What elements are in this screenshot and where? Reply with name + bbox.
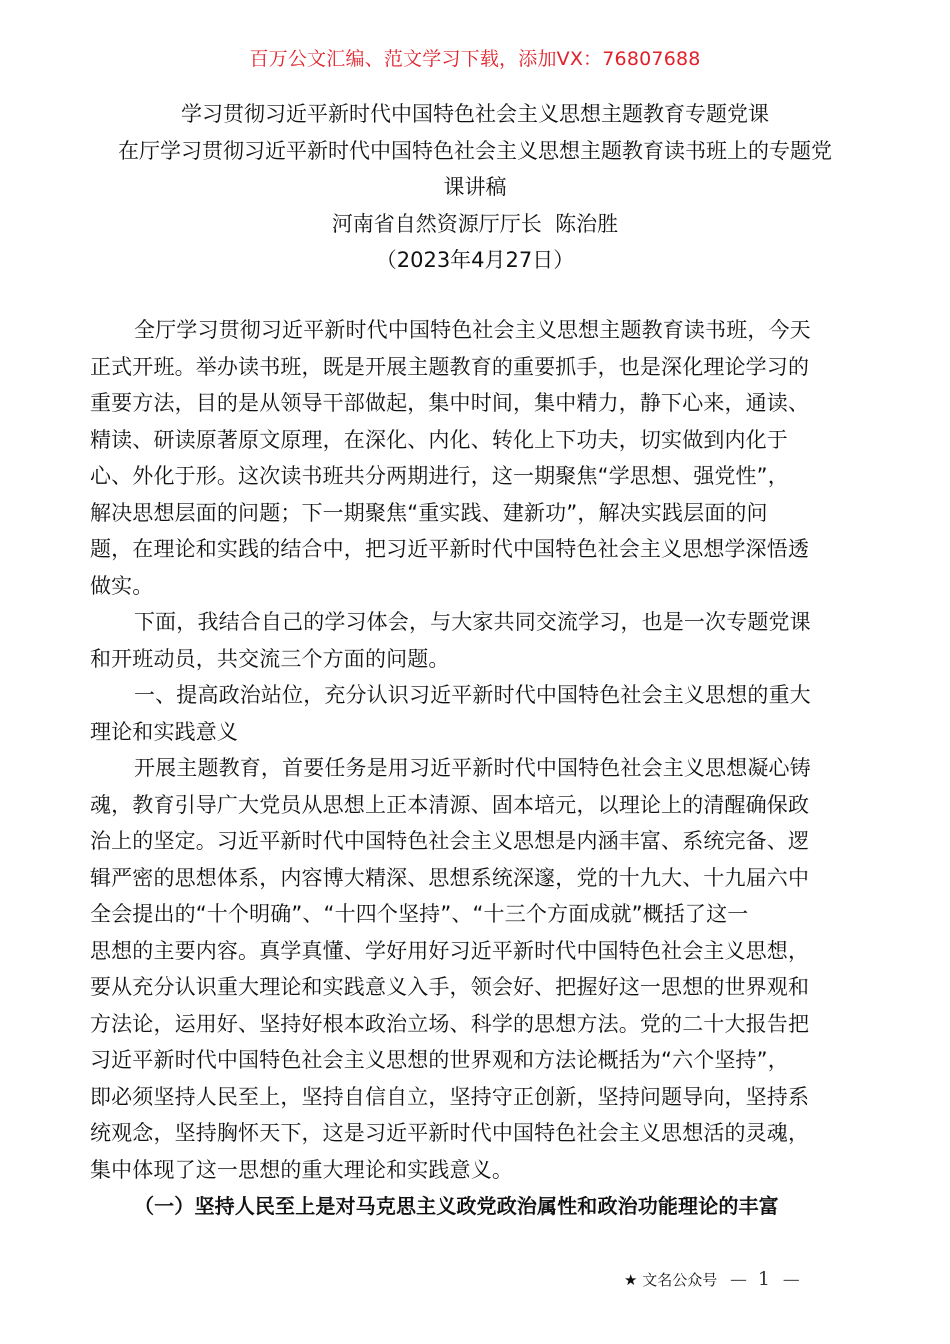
watermark-banner: 百万公文汇编、范文学习下载，添加VX：76807688 <box>249 48 701 70</box>
body-line: 重要方法，目的是从领导干部做起，集中时间，集中精力，静下心来，通读、 <box>90 391 810 415</box>
section-heading: （一）坚持人民至上是对马克思主义政党政治属性和政治功能理论的丰富 <box>134 1194 779 1218</box>
title-line-2: 在厅学习贯彻习近平新时代中国特色社会主义思想主题教育读书班上的专题党 <box>118 138 832 163</box>
body-line: 一、提高政治站位，充分认识习近平新时代中国特色社会主义思想的重大 <box>134 683 811 707</box>
date-line: （2023年4月27日） <box>375 248 575 272</box>
footer-label: 文名公众号 <box>642 1271 718 1289</box>
body-line: 习近平新时代中国特色社会主义思想的世界观和方法论概括为“六个坚持”， <box>90 1048 789 1072</box>
body-line: 即必须坚持人民至上，坚持自信自立，坚持守正创新，坚持问题导向，坚持系 <box>90 1084 810 1109</box>
body-line: 全厅学习贯彻习近平新时代中国特色社会主义思想主题教育读书班，今天 <box>134 318 811 342</box>
body-line: 题，在理论和实践的结合中，把习近平新时代中国特色社会主义思想学深悟透 <box>90 537 810 561</box>
body-line: 心、外化于形。这次读书班共分两期进行，这一期聚焦“学思想、强党性”， <box>90 464 789 488</box>
title-line-3: 课讲稿 <box>443 175 507 199</box>
title-line-1: 学习贯彻习近平新时代中国特色社会主义思想主题教育专题党课 <box>181 102 769 126</box>
body-line: 魂，教育引导广大党员从思想上正本清源、固本培元，以理论上的清醒确保政 <box>90 792 810 817</box>
body-line: 解决思想层面的问题；下一期聚焦“重实践、建新功”，解决实践层面的问 <box>90 500 768 525</box>
dash-left: — <box>730 1270 748 1290</box>
body-line: 思想的主要内容。真学真懂、学好用好习近平新时代中国特色社会主义思想， <box>90 938 810 963</box>
page-footer <box>624 1268 800 1290</box>
body-line: 集中体现了这一思想的重大理论和实践意义。 <box>90 1157 513 1182</box>
body-line: 下面，我结合自己的学习体会，与大家共同交流学习，也是一次专题党课 <box>134 610 811 634</box>
body-line: 要从充分认识重大理论和实践意义入手，领会好、把握好这一思想的世界观和 <box>90 975 810 999</box>
page-number: 1 <box>757 1268 770 1290</box>
title-block <box>0 96 950 279</box>
body-line: 理论和实践意义 <box>90 719 239 744</box>
body-line: 正式开班。举办读书班，既是开展主题教育的重要抓手，也是深化理论学习的 <box>90 354 810 379</box>
author-line: 河南省自然资源厅厅长 陈治胜 <box>331 211 619 236</box>
body-line: 治上的坚定。习近平新时代中国特色社会主义思想是内涵丰富、系统完备、逻 <box>90 829 810 853</box>
document-body <box>90 312 860 1225</box>
star-icon: ★ <box>624 1271 638 1289</box>
body-line: 辑严密的思想体系，内容博大精深、思想系统深邃，党的十九大、十九届六中 <box>90 865 810 890</box>
body-line: 做实。 <box>90 573 154 598</box>
body-line: 方法论，运用好、坚持好根本政治立场、科学的思想方法。党的二十大报告把 <box>90 1011 810 1036</box>
body-line: 统观念，坚持胸怀天下，这是习近平新时代中国特色社会主义思想活的灵魂， <box>90 1121 810 1145</box>
body-line: 精读、研读原著原文原理，在深化、内化、转化上下功夫，切实做到内化于 <box>90 427 788 452</box>
body-line: 和开班动员，共交流三个方面的问题。 <box>90 646 450 671</box>
body-line: 全会提出的“十个明确”、“十四个坚持”、“十三个方面成就”概括了这一 <box>90 902 749 926</box>
body-line: 开展主题教育，首要任务是用习近平新时代中国特色社会主义思想凝心铸 <box>134 756 811 780</box>
dash-right: — <box>782 1270 800 1290</box>
